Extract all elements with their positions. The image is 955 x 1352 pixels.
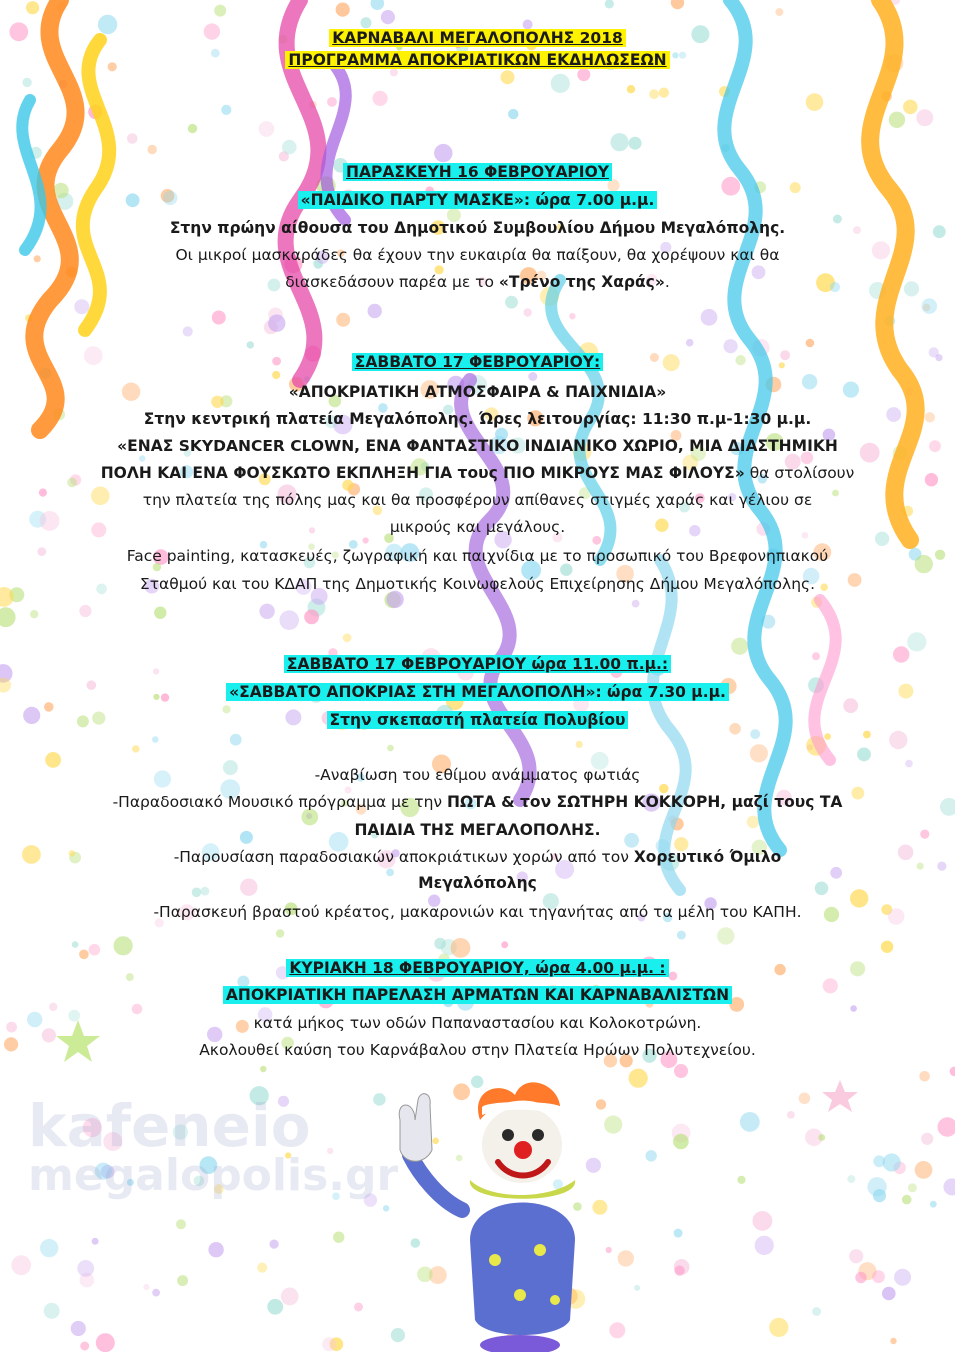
- confetti-dot: [611, 133, 629, 151]
- confetti-dot: [434, 144, 452, 162]
- confetti-dot: [907, 632, 926, 651]
- confetti-dot: [890, 1338, 896, 1344]
- confetti-dot: [143, 1284, 149, 1290]
- confetti-dot: [569, 313, 575, 319]
- confetti-dot: [127, 133, 138, 144]
- confetti-dot: [731, 638, 748, 655]
- confetti-dot: [629, 1069, 648, 1088]
- confetti-dot: [471, 1076, 483, 1088]
- confetti-dot: [208, 1242, 223, 1257]
- confetti-dot: [44, 1303, 60, 1319]
- saturday2-item2-pre: -Παραδοσιακό Μουσικό πρόγραμμα με την: [112, 793, 448, 811]
- confetti-dot: [806, 339, 815, 348]
- confetti-dot: [371, 0, 385, 10]
- page-title: ΚΑΡΝΑΒΑΛΙ ΜΕΓΑΛΟΠΟΛΗΣ 2018: [329, 29, 626, 47]
- saturday1-bold2: ΠΟΛΗ ΚΑΙ ΕΝΑ ΦΟΥΣΚΩΤΟ ΕΚΠΛΗΞΗ ΓΙΑ τους ΠΙΟ ΜΙΚΡΟΥΣ ΜΑΣ ΦΙΛΟΥΣ»: [100, 464, 745, 482]
- confetti-dot: [177, 1275, 188, 1286]
- confetti-dot: [919, 1071, 930, 1082]
- watermark-line1: kafeneio: [28, 1092, 311, 1160]
- confetti-dot: [938, 1117, 955, 1137]
- confetti-dot: [30, 610, 38, 618]
- confetti-dot: [873, 1189, 886, 1202]
- confetti-dot: [373, 91, 388, 106]
- confetti-dot: [812, 1307, 821, 1316]
- confetti-dot: [322, 1337, 336, 1351]
- confetti-dot: [257, 1263, 267, 1273]
- saturday2-item3-bold: Χορευτικό Όμιλο: [633, 848, 782, 866]
- confetti-dot: [501, 70, 515, 84]
- confetti-dot: [89, 944, 101, 956]
- confetti-dot: [950, 1067, 955, 1077]
- confetti-dot: [368, 304, 382, 318]
- confetti-dot: [40, 1239, 58, 1257]
- confetti-dot: [634, 1285, 640, 1291]
- confetti-dot: [333, 1232, 344, 1243]
- sunday-desc2: Ακολουθεί καύση του Καρνάβαλου στην Πλατεία Ηρώων Πολυτεχνείου.: [199, 1041, 756, 1059]
- confetti-dot: [889, 731, 907, 749]
- confetti-dot: [508, 109, 518, 119]
- confetti-dot: [451, 938, 471, 958]
- confetti-dot: [894, 1269, 911, 1286]
- confetti-dot: [304, 610, 319, 625]
- confetti-dot: [659, 88, 669, 98]
- confetti-dot: [22, 78, 31, 87]
- confetti-dot: [26, 1, 39, 14]
- confetti-dot: [80, 1342, 89, 1351]
- confetti-dot: [71, 1321, 86, 1336]
- sunday-event: ΑΠΟΚΡΙΑΤΙΚΗ ΠΑΡΕΛΑΣΗ ΑΡΜΑΤΩΝ ΚΑΙ ΚΑΡΝΑΒΑΛΙΣΤΩΝ: [223, 986, 732, 1004]
- confetti-dot: [674, 1229, 683, 1238]
- confetti-dot: [646, 1150, 657, 1161]
- confetti-dot: [391, 1328, 405, 1342]
- confetti-dot: [230, 734, 242, 746]
- confetti-dot: [453, 1083, 470, 1100]
- confetti-dot: [740, 1112, 760, 1132]
- confetti-dot: [576, 741, 583, 748]
- confetti-dot: [505, 296, 518, 309]
- confetti-dot: [649, 89, 659, 99]
- saturday1-date: ΣΑΒΒΑΤΟ 17 ΦΕΒΡΟΥΑΡΙΟΥ:: [352, 353, 603, 371]
- confetti-dot: [818, 1134, 825, 1141]
- saturday1-bold2-post: θα στολίσουν: [744, 464, 855, 482]
- confetti-dot: [674, 1064, 688, 1078]
- confetti-dot: [872, 1270, 885, 1283]
- saturday1-bold1: «ΕΝΑΣ SKYDANCER CLOWN, ΕΝΑ ΦΑΝΤΑΣΤΙΚΟ ΙΝΔΙΑΝΙΚΟ ΧΩΡΙΟ, ΜΙΑ ΔΙΑΣΤΗΜΙΚΗ: [117, 437, 838, 455]
- confetti-dot: [889, 112, 905, 128]
- confetti-dot: [221, 105, 231, 115]
- confetti-dot: [701, 309, 718, 326]
- confetti-dot: [96, 1333, 115, 1352]
- confetti-dot: [824, 733, 831, 740]
- confetti-dot: [267, 1299, 283, 1315]
- clown-illustration: [399, 1082, 575, 1352]
- saturday2-venue: Στην σκεπαστή πλατεία Πολυβίου: [327, 711, 629, 729]
- confetti-dot: [686, 339, 694, 347]
- confetti-dot: [77, 1260, 94, 1277]
- confetti-dot: [847, 1175, 855, 1183]
- sunday-desc1: κατά μήκος των οδών Παπαναστασίου και Κολοκοτρώνη.: [253, 1014, 702, 1032]
- confetti-dot: [675, 1266, 685, 1276]
- confetti-dot: [769, 1318, 788, 1337]
- saturday2-item3-bold2: Μεγαλόπολης: [418, 874, 537, 892]
- confetti-dot: [806, 93, 824, 111]
- confetti-dot: [930, 1201, 937, 1208]
- confetti-dot: [799, 1093, 811, 1105]
- confetti-dot: [604, 1116, 622, 1134]
- confetti-dot: [154, 607, 166, 619]
- confetti-dot: [282, 140, 297, 155]
- confetti-dot: [176, 1219, 186, 1229]
- confetti-dot: [212, 311, 226, 325]
- confetti-dot: [596, 1099, 606, 1109]
- confetti-dot: [72, 941, 79, 948]
- friday-venue: Στην πρώην αίθουσα του Δημοτικού Συμβουλίου Δήμου Μεγαλόπολης.: [169, 219, 786, 237]
- confetti-dot: [456, 1155, 463, 1162]
- confetti-dot: [272, 371, 280, 379]
- confetti-dot: [903, 100, 918, 115]
- confetti-dot: [381, 10, 395, 24]
- confetti-dot: [618, 1250, 634, 1266]
- confetti-dot: [902, 1195, 912, 1205]
- friday-desc2-post: .: [664, 273, 670, 291]
- saturday2-date: ΣΑΒΒΑΤΟ 17 ΦΕΒΡΟΥΑΡΙΟΥ ώρα 11.00 π.μ.:: [284, 655, 671, 673]
- confetti-dot: [671, 0, 684, 9]
- saturday1-desc4: Σταθμού και του ΚΔΑΠ της Δημοτικής Κοινωφελούς Επιχείρησης Δήμου Μεγαλόπολης.: [139, 575, 816, 593]
- saturday2-event: «ΣΑΒΒΑΤΟ ΑΠΟΚΡΙΑΣ ΣΤΗ ΜΕΓΑΛΟΠΟΛΗ»: ώρα 7.30 μ.μ.: [226, 683, 729, 701]
- confetti-dot: [387, 745, 394, 752]
- saturday1-event: «ΑΠΟΚΡΙΑΤΙΚΗ ΑΤΜΟΣΦΑΙΡΑ & ΠΑΙΧΝΙΔΙΑ»: [288, 383, 667, 401]
- saturday1-venue: Στην κεντρική πλατεία Μεγαλόπολης. Ώρες λειτουργίας: 11:30 π.μ-1:30 μ.μ.: [143, 410, 812, 428]
- confetti-dot: [755, 1236, 774, 1255]
- confetti-dot: [336, 3, 350, 17]
- confetti-dot: [627, 85, 635, 93]
- confetti-dot: [363, 537, 369, 543]
- friday-date: ΠΑΡΑΣΚΕΥΗ 16 ΦΕΒΡΟΥΑΡΙΟΥ: [343, 163, 612, 181]
- confetti-dot: [737, 1176, 745, 1184]
- confetti-dot: [501, 941, 508, 948]
- confetti-dot: [551, 74, 570, 93]
- confetti-dot: [632, 600, 640, 608]
- confetti-dot: [787, 1111, 795, 1119]
- confetti-dot: [152, 736, 159, 743]
- saturday2-item3-pre: -Παρουσίαση παραδοσιακών αποκριάτικων χορών από τον: [173, 848, 634, 866]
- confetti-dot: [279, 610, 299, 630]
- confetti-dot: [132, 745, 139, 752]
- confetti-dot: [11, 1255, 31, 1275]
- saturday2-item4: -Παρασκευή βραστού κρέατος, μακαρονιών και τηγανήτας από τα μέλη του ΚΑΠΗ.: [153, 903, 802, 921]
- confetti-dot: [343, 633, 352, 642]
- confetti-dot: [354, 1303, 363, 1312]
- friday-desc2-bold: «Τρένο της Χαράς»: [498, 273, 665, 291]
- friday-event: «ΠΑΙΔΙΚΟ ΠΑΡΤΥ ΜΑΣΚΕ»: ώρα 7.00 μ.μ.: [298, 191, 658, 209]
- friday-desc2-pre: διασκεδάσουν παρέα με το: [285, 273, 499, 291]
- confetti-dot: [677, 931, 686, 940]
- saturday1-desc2: μικρούς και μεγάλους.: [389, 518, 566, 536]
- confetti-dot: [592, 536, 601, 545]
- confetti-dot: [74, 299, 89, 314]
- confetti-dot: [855, 1272, 866, 1283]
- confetti-dot: [0, 607, 16, 627]
- confetti-dot: [214, 5, 226, 17]
- confetti-dot: [605, 0, 614, 9]
- confetti-dot: [139, 455, 145, 461]
- confetti-dot: [717, 927, 734, 944]
- confetti-dot: [753, 1211, 773, 1231]
- confetti-dot: [383, 1205, 389, 1211]
- confetti-dot: [943, 1178, 955, 1195]
- confetti-dot: [850, 1005, 857, 1012]
- saturday2-item2-bold2: ΠΑΙΔΙΑ ΤΗΣ ΜΕΓΑΛΟΠΟΛΗΣ.: [354, 821, 601, 839]
- confetti-dot: [881, 941, 893, 953]
- confetti-dot: [915, 1161, 933, 1179]
- confetti-dot: [857, 748, 871, 762]
- confetti-dot: [524, 308, 532, 316]
- confetti-dot: [921, 1133, 933, 1145]
- confetti-dot: [882, 1287, 896, 1301]
- confetti-dot: [270, 1240, 279, 1249]
- watermark-line2: megalopolis.gr: [28, 1150, 399, 1201]
- confetti-dot: [148, 145, 157, 154]
- confetti-dot: [883, 1153, 901, 1171]
- friday-desc1: Οι μικροί μασκαράδες θα έχουν την ευκαιρία θα παίξουν, θα χορέψουν και θα: [175, 246, 780, 264]
- confetti-dot: [528, 372, 537, 381]
- confetti-dot: [259, 121, 275, 137]
- confetti-dot: [606, 1247, 612, 1253]
- confetti-dot: [573, 1202, 582, 1211]
- confetti-dot: [276, 929, 284, 937]
- saturday1-desc1: την πλατεία της πόλης μας και θα προσφέρουν απίθανες στιγμές χαράς και γέλιου σε: [142, 491, 813, 509]
- confetti-dot: [577, 68, 590, 81]
- confetti-dot: [361, 17, 372, 28]
- confetti-dot: [183, 326, 193, 336]
- confetti-dot: [281, 1288, 299, 1306]
- confetti-dot: [673, 1134, 689, 1150]
- confetti-dot: [922, 298, 938, 314]
- confetti-dot: [629, 137, 642, 150]
- confetti-dot: [152, 1289, 160, 1297]
- saturday2-item1: -Αναβίωση του εθίμου ανάμματος φωτιάς: [314, 766, 641, 784]
- confetti-dot: [586, 1158, 601, 1173]
- confetti-dot: [327, 97, 337, 107]
- confetti-dot: [92, 1238, 99, 1245]
- confetti-dot: [432, 1138, 439, 1145]
- confetti-dot: [260, 1066, 266, 1072]
- confetti-dot: [417, 1267, 433, 1283]
- confetti-dot: [411, 1238, 421, 1248]
- confetti-dot: [268, 315, 285, 332]
- confetti-dot: [336, 313, 350, 327]
- confetti-dot: [750, 744, 768, 762]
- confetti-dot: [247, 341, 254, 348]
- saturday1-desc3: Face painting, κατασκευές, ζωγραφική και παιχνίδια με το προσωπικό του Βρεφονηπιακού: [126, 547, 829, 565]
- confetti-dot: [592, 1200, 607, 1215]
- confetti-dot: [916, 109, 933, 126]
- confetti-dot: [849, 1249, 863, 1263]
- saturday2-item2-bold: ΠΩΤΑ & τον ΣΩΤΗΡΗ ΚΟΚΚΟΡΗ, μαζί τους ΤΑ: [447, 793, 843, 811]
- confetti-dot: [750, 729, 760, 739]
- confetti-dot: [609, 1322, 625, 1338]
- page-subtitle: ΠΡΟΓΡΑΜΜΑ ΑΠΟΚΡΙΑΤΙΚΩΝ ΕΚΔΗΛΩΣΕΩΝ: [285, 51, 669, 69]
- confetti-dot: [259, 604, 274, 619]
- confetti-dot: [775, 8, 783, 16]
- confetti-dot: [188, 124, 197, 133]
- confetti-dot: [908, 1183, 917, 1192]
- sunday-date: ΚΥΡΙΑΚΗ 18 ΦΕΒΡΟΥΑΡΙΟΥ, ώρα 4.00 μ.μ. :: [286, 959, 668, 977]
- confetti-dot: [79, 605, 91, 617]
- confetti-dot: [373, 1093, 386, 1106]
- confetti-dot: [114, 936, 133, 955]
- confetti-dot: [863, 731, 871, 739]
